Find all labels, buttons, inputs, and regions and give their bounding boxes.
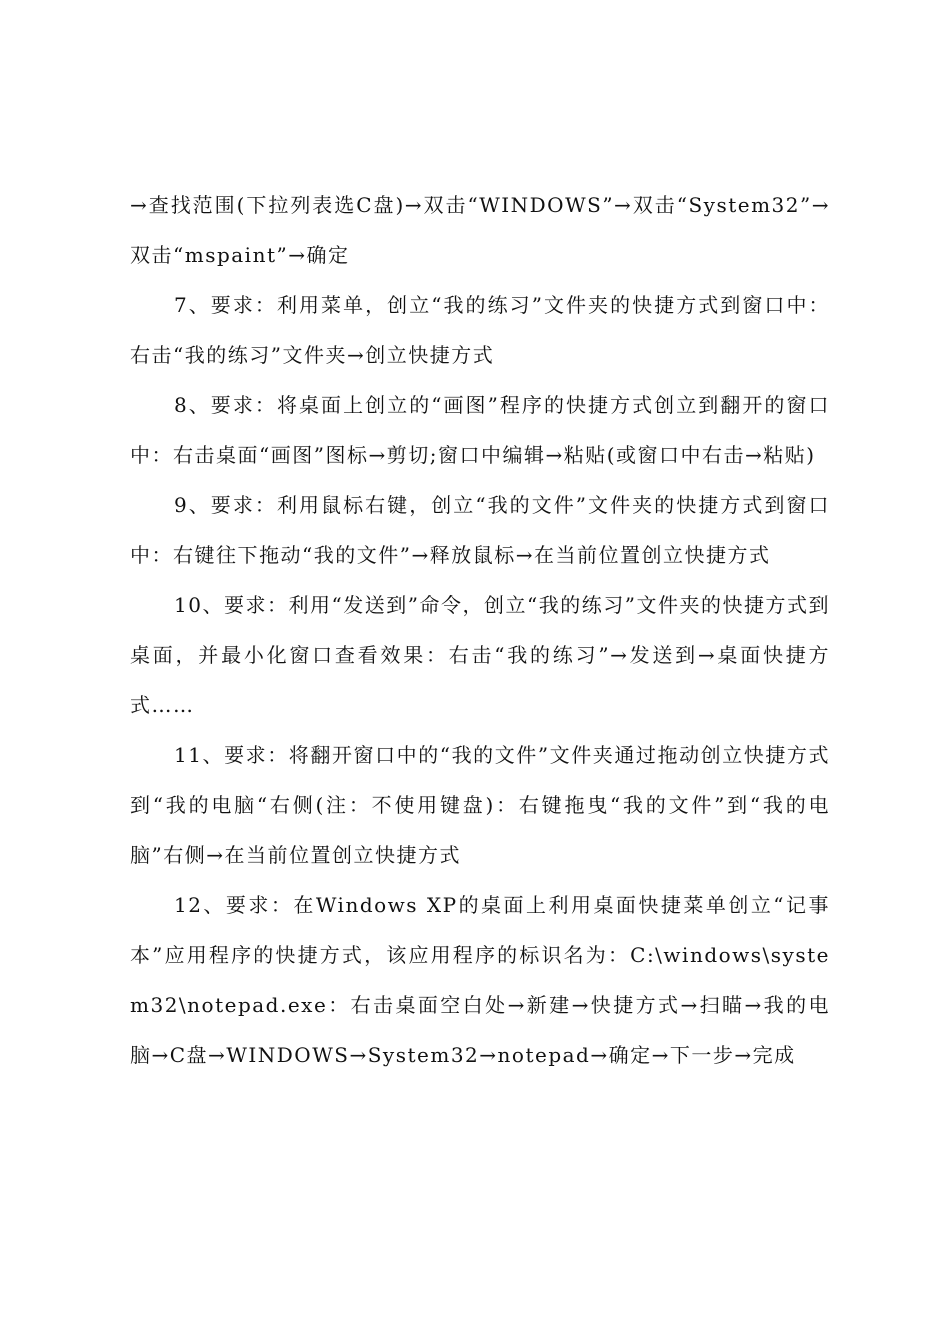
paragraph-item-11: 11、要求：将翻开窗口中的“我的文件”文件夹通过拖动创立快捷方式到“我的电脑“右侧(注：不使用键盘)：右键拖曳“我的文件”到“我的电脑”右侧→在当前位置创立快捷方式 — [130, 743, 830, 867]
paragraph-item-7: 7、要求：利用菜单，创立“我的练习”文件夹的快捷方式到窗口中：右击“我的练习”文件夹→创立快捷方式 — [130, 293, 830, 367]
paragraph-item-12: 12、要求：在Windows XP的桌面上利用桌面快捷菜单创立“记事本”应用程序的快捷方式，该应用程序的标识名为：C:\windows\system32\notepad.exe：右击桌面空白处→新建→快捷方式→扫瞄→我的电脑→C盘→WINDOWS→System32→notepad→确定→下一步→完成 — [130, 893, 830, 1067]
paragraph-item-10: 10、要求：利用“发送到”命令，创立“我的练习”文件夹的快捷方式到桌面，并最小化窗口查看效果：右击“我的练习”→发送到→桌面快捷方式…… — [130, 593, 830, 717]
paragraph-item-9: 9、要求：利用鼠标右键，创立“我的文件”文件夹的快捷方式到窗口中：右键往下拖动“我的文件”→释放鼠标→在当前位置创立快捷方式 — [130, 493, 830, 567]
document-body — [130, 180, 830, 1080]
paragraph-continuation: →查找范围(下拉列表选C盘)→双击“WINDOWS”→双击“System32”→双击“mspaint”→确定 — [130, 193, 830, 267]
paragraph-item-8: 8、要求：将桌面上创立的“画图”程序的快捷方式创立到翻开的窗口中：右击桌面“画图”图标→剪切;窗口中编辑→粘贴(或窗口中右击→粘贴) — [130, 393, 830, 467]
